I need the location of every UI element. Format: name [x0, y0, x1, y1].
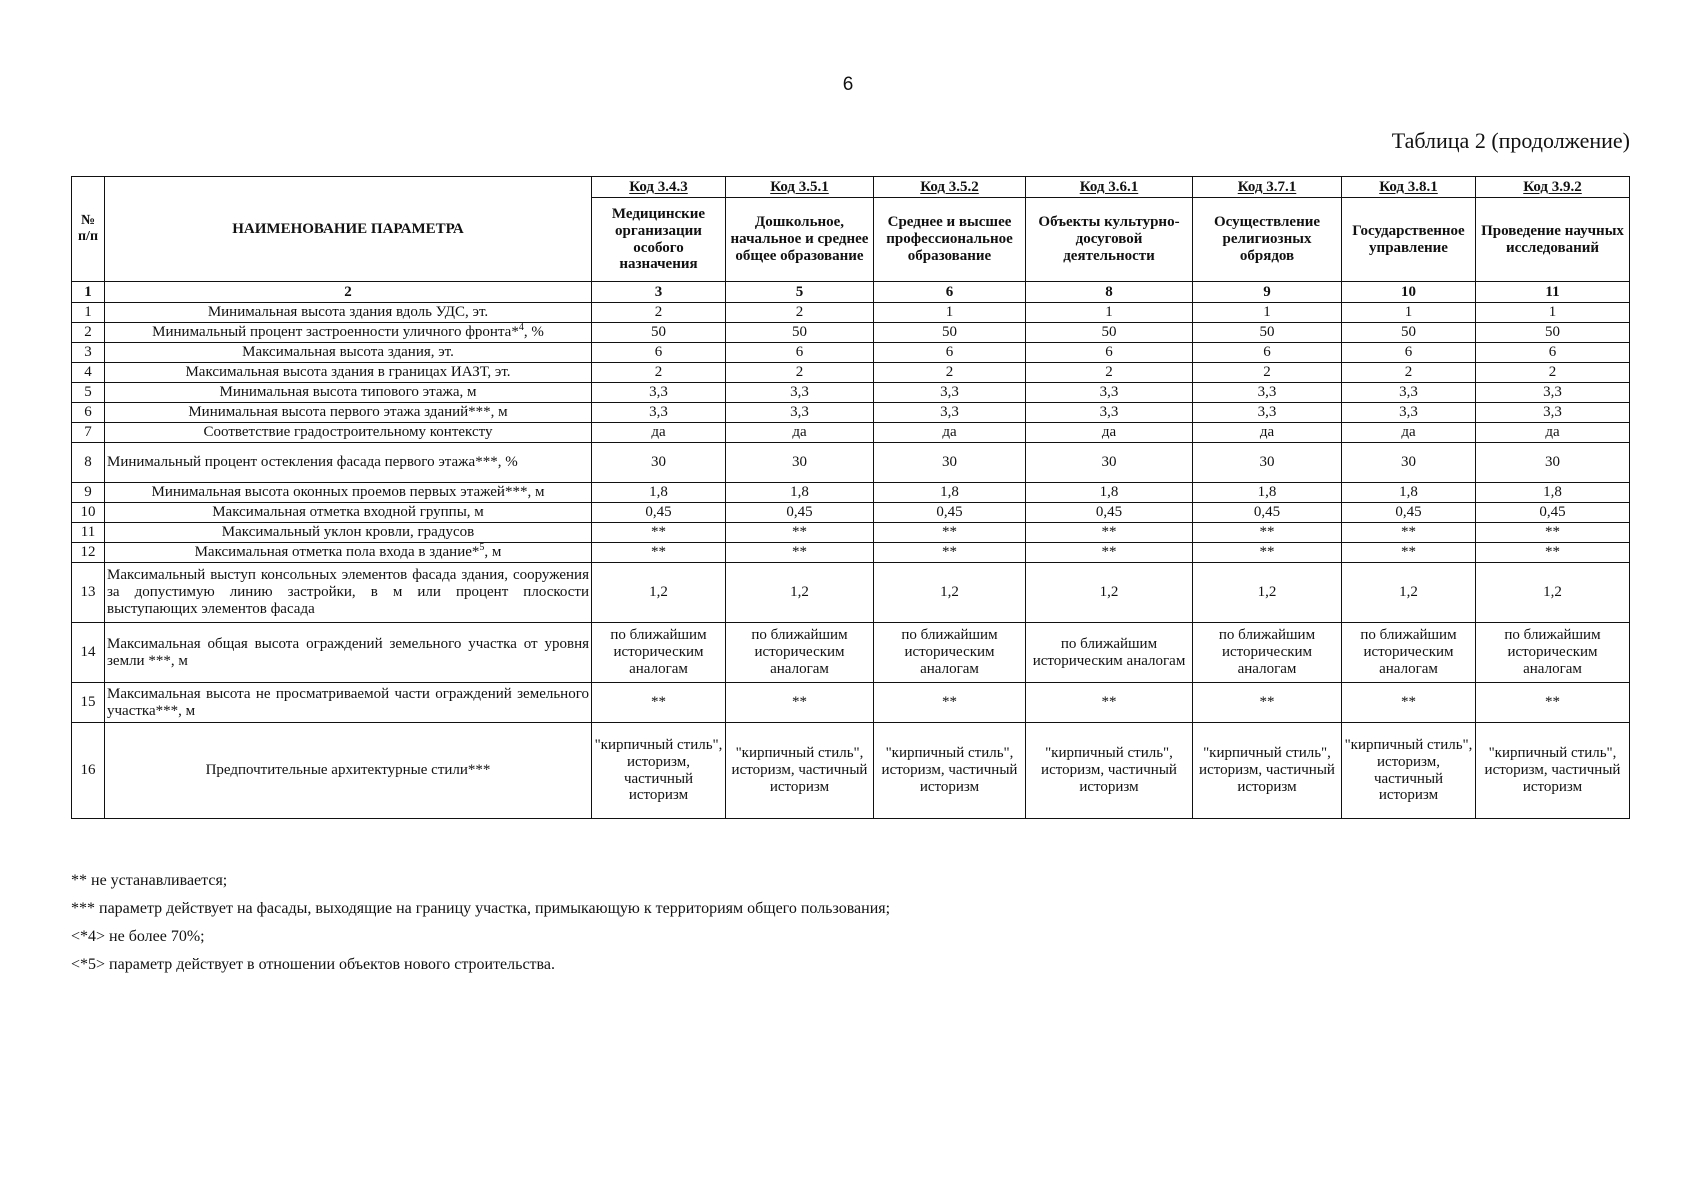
parameter-text: Минимальная высота здания вдоль УДС, эт.: [207, 304, 489, 321]
table-cell: 1,2: [592, 563, 726, 623]
parameter-name: [105, 343, 592, 363]
parameter-unit: , м: [484, 544, 502, 561]
column-number: 6: [874, 282, 1026, 303]
row-number: 10: [72, 503, 105, 523]
table-cell: **: [1026, 543, 1193, 563]
footnote: <*5> параметр действует в отношении объектов нового строительства.: [71, 956, 555, 973]
table-cell: 1,2: [1476, 563, 1630, 623]
column-code: Код 3.7.1: [1193, 177, 1342, 198]
column-number: 5: [726, 282, 874, 303]
row-number: 5: [72, 383, 105, 403]
row-number: 11: [72, 523, 105, 543]
table-cell: 0,45: [1026, 503, 1193, 523]
table-cell: 1: [1476, 303, 1630, 323]
table-cell: 50: [1476, 323, 1630, 343]
table-cell: 3,3: [592, 383, 726, 403]
parameter-name: [105, 403, 592, 423]
parameter-name: [105, 383, 592, 403]
column-number: 2: [105, 282, 592, 303]
table-cell: по ближайшим историческим аналогам: [874, 623, 1026, 683]
table-cell: по ближайшим историческим аналогам: [726, 623, 874, 683]
table-cell: 50: [1193, 323, 1342, 343]
table-cell: 1,8: [1476, 483, 1630, 503]
parameter-name: [105, 303, 592, 323]
row-number: 6: [72, 403, 105, 423]
parameter-name: [105, 363, 592, 383]
parameter-name: [105, 483, 592, 503]
table-cell: 3,3: [1342, 403, 1476, 423]
table-cell: 2: [1476, 363, 1630, 383]
row-number: 14: [72, 623, 105, 683]
table-cell: 6: [1193, 343, 1342, 363]
parameter-name: [105, 723, 592, 819]
table-cell: 0,45: [1193, 503, 1342, 523]
table-cell: **: [592, 543, 726, 563]
row-number: 12: [72, 543, 105, 563]
column-number: 3: [592, 282, 726, 303]
table-cell: 1,2: [1026, 563, 1193, 623]
table-row: [72, 423, 1630, 443]
parameter-text: Максимальная высота здания, эт.: [242, 344, 454, 361]
table-cell: 1,2: [874, 563, 1026, 623]
header-param: НАИМЕНОВАНИЕ ПАРАМЕТРА: [105, 177, 592, 282]
row-number: 16: [72, 723, 105, 819]
table-row: [72, 443, 1630, 483]
table-cell: "кирпичный стиль", историзм, частичный историзм: [726, 723, 874, 819]
table-cell: 2: [592, 363, 726, 383]
table-cell: **: [726, 543, 874, 563]
column-number: 1: [72, 282, 105, 303]
table-cell: 30: [592, 443, 726, 483]
table-cell: 30: [726, 443, 874, 483]
table-row: [72, 303, 1630, 323]
table-cell: **: [726, 683, 874, 723]
table-cell: 50: [592, 323, 726, 343]
row-number: 8: [72, 443, 105, 483]
parameter-name: [105, 563, 592, 623]
parameter-name: [105, 503, 592, 523]
footnote-ref: 5: [479, 542, 485, 554]
table-cell: 1: [874, 303, 1026, 323]
table-cell: **: [1026, 683, 1193, 723]
table-cell: **: [1476, 683, 1630, 723]
row-number: 15: [72, 683, 105, 723]
table-cell: 0,45: [726, 503, 874, 523]
table-row: [72, 563, 1630, 623]
table-cell: 1: [1026, 303, 1193, 323]
table-cell: 3,3: [1026, 403, 1193, 423]
table-cell: **: [1193, 543, 1342, 563]
table-cell: 1,8: [1342, 483, 1476, 503]
table-cell: **: [1476, 523, 1630, 543]
table-cell: 1,2: [1193, 563, 1342, 623]
table-row: [72, 483, 1630, 503]
table-cell: **: [592, 683, 726, 723]
table-cell: 3,3: [726, 383, 874, 403]
table-cell: 1,8: [874, 483, 1026, 503]
table-cell: "кирпичный стиль", историзм, частичный историзм: [1026, 723, 1193, 819]
parameter-text: Минимальная высота оконных проемов первых этажей***, м: [151, 484, 545, 501]
column-code: Код 3.8.1: [1342, 177, 1476, 198]
parameter-text: Минимальная высота типового этажа, м: [219, 384, 477, 401]
table-cell: **: [1342, 543, 1476, 563]
table-cell: 50: [1342, 323, 1476, 343]
table-cell: **: [1193, 683, 1342, 723]
table-cell: 3,3: [1026, 383, 1193, 403]
table-cell: 0,45: [874, 503, 1026, 523]
header-code-row: [72, 177, 1630, 198]
parameter-text: Минимальная высота первого этажа зданий***, м: [188, 404, 508, 421]
table-cell: 6: [726, 343, 874, 363]
table-cell: 3,3: [726, 403, 874, 423]
parameter-name: [105, 523, 592, 543]
table-cell: 30: [1193, 443, 1342, 483]
parameter-text: Максимальная отметка пола входа в здание*: [194, 544, 480, 561]
parameter-text: Максимальная отметка входной группы, м: [212, 504, 484, 521]
table-cell: 3,3: [874, 383, 1026, 403]
parameter-name: [105, 623, 592, 683]
table-cell: 2: [726, 303, 874, 323]
column-name: Государственное управление: [1342, 198, 1476, 282]
parameter-text: Минимальный процент застроенности уличного фронта*: [152, 324, 519, 341]
table-cell: 30: [1342, 443, 1476, 483]
parameters-table: [71, 176, 1630, 819]
column-name: Проведение научных исследований: [1476, 198, 1630, 282]
table-cell: по ближайшим историческим аналогам: [1193, 623, 1342, 683]
table-cell: "кирпичный стиль", историзм, частичный историзм: [592, 723, 726, 819]
table-cell: по ближайшим историческим аналогам: [1342, 623, 1476, 683]
table-cell: 1: [1342, 303, 1476, 323]
footnote: <*4> не более 70%;: [71, 928, 205, 945]
table-cell: **: [874, 543, 1026, 563]
parameter-text: Минимальный процент остекления фасада первого этажа***, %: [107, 454, 518, 471]
table-cell: 6: [874, 343, 1026, 363]
table-caption: Таблица 2 (продолжение): [1391, 128, 1630, 153]
table-cell: 6: [1342, 343, 1476, 363]
table-cell: 50: [726, 323, 874, 343]
table-cell: 6: [592, 343, 726, 363]
table-cell: 3,3: [1193, 403, 1342, 423]
table-cell: **: [874, 683, 1026, 723]
table-row: [72, 323, 1630, 343]
table-cell: "кирпичный стиль", историзм, частичный историзм: [1476, 723, 1630, 819]
table-cell: 0,45: [592, 503, 726, 523]
parameter-text: Максимальная общая высота ограждений земельного участка от уровня земли ***, м: [107, 635, 589, 669]
parameter-name: [105, 443, 592, 483]
table-cell: 30: [1026, 443, 1193, 483]
row-number: 13: [72, 563, 105, 623]
column-name: Среднее и высшее профессиональное образование: [874, 198, 1026, 282]
page-number: 6: [842, 74, 854, 95]
parameter-text: Предпочтительные архитектурные стили***: [205, 762, 491, 779]
parameter-name: [105, 323, 592, 343]
parameter-name: [105, 683, 592, 723]
column-name: Медицинские организации особого назначения: [592, 198, 726, 282]
table-cell: да: [592, 423, 726, 443]
table-cell: 1,2: [726, 563, 874, 623]
table-cell: **: [726, 523, 874, 543]
table-cell: 2: [1193, 363, 1342, 383]
table-cell: "кирпичный стиль", историзм, частичный историзм: [1342, 723, 1476, 819]
table-cell: 2: [1026, 363, 1193, 383]
table-cell: 1,8: [726, 483, 874, 503]
table-row: [72, 343, 1630, 363]
table-cell: **: [1342, 683, 1476, 723]
footnote: *** параметр действует на фасады, выходящие на границу участка, примыкающую к территориям общего пользования;: [71, 900, 891, 917]
table-cell: 1,8: [592, 483, 726, 503]
table-cell: 6: [1026, 343, 1193, 363]
column-name: Дошкольное, начальное и среднее общее образование: [726, 198, 874, 282]
footnotes: [71, 867, 890, 979]
row-number: 2: [72, 323, 105, 343]
table-row: [72, 723, 1630, 819]
table-cell: 0,45: [1342, 503, 1476, 523]
table-cell: да: [1026, 423, 1193, 443]
table-cell: 3,3: [1476, 403, 1630, 423]
table-cell: 30: [874, 443, 1026, 483]
parameter-unit: , %: [523, 324, 544, 341]
row-number: 9: [72, 483, 105, 503]
table-cell: 2: [874, 363, 1026, 383]
column-code: Код 3.9.2: [1476, 177, 1630, 198]
table-cell: да: [1476, 423, 1630, 443]
column-number-row: [72, 282, 1630, 303]
parameter-text: Соответствие градостроительному контексту: [203, 424, 493, 441]
table-cell: **: [874, 523, 1026, 543]
table-cell: 0,45: [1476, 503, 1630, 523]
parameter-text: Максимальный выступ консольных элементов фасада здания, сооружения за допустимую линию застройки, в м или процент плоскости выступающих элементов фасада: [107, 567, 589, 617]
table-row: [72, 383, 1630, 403]
table-cell: 1: [1193, 303, 1342, 323]
table-cell: по ближайшим историческим аналогам: [592, 623, 726, 683]
table-row: [72, 503, 1630, 523]
table-cell: по ближайшим историческим аналогам: [1476, 623, 1630, 683]
table-cell: "кирпичный стиль", историзм, частичный историзм: [874, 723, 1026, 819]
row-number: 1: [72, 303, 105, 323]
table-cell: 50: [874, 323, 1026, 343]
table-row: [72, 523, 1630, 543]
table-row: [72, 403, 1630, 423]
row-number: 7: [72, 423, 105, 443]
header-num: № п/п: [72, 177, 105, 282]
table-row: [72, 543, 1630, 563]
column-name: Осуществление религиозных обрядов: [1193, 198, 1342, 282]
parameter-name: [105, 423, 592, 443]
table-row: [72, 623, 1630, 683]
table-cell: 3,3: [592, 403, 726, 423]
footnote: ** не устанавливается;: [71, 872, 228, 889]
table-cell: 6: [1476, 343, 1630, 363]
parameter-name: [105, 543, 592, 563]
column-number: 10: [1342, 282, 1476, 303]
parameter-text: Максимальный уклон кровли, градусов: [221, 524, 475, 541]
parameter-text: Максимальная высота здания в границах ИАЗТ, эт.: [185, 364, 511, 381]
table-cell: да: [874, 423, 1026, 443]
column-code: Код 3.5.2: [874, 177, 1026, 198]
column-code: Код 3.4.3: [592, 177, 726, 198]
footnote-ref: 4: [518, 322, 524, 334]
table-cell: 1,2: [1342, 563, 1476, 623]
table-cell: 2: [592, 303, 726, 323]
table-cell: **: [592, 523, 726, 543]
table-cell: 50: [1026, 323, 1193, 343]
table-cell: 1,8: [1026, 483, 1193, 503]
table-cell: 3,3: [1476, 383, 1630, 403]
table-cell: 2: [726, 363, 874, 383]
table-cell: 3,3: [1193, 383, 1342, 403]
column-number: 9: [1193, 282, 1342, 303]
table-cell: **: [1342, 523, 1476, 543]
column-code: Код 3.6.1: [1026, 177, 1193, 198]
table-cell: **: [1193, 523, 1342, 543]
table-cell: по ближайшим историческим аналогам: [1026, 623, 1193, 683]
table-cell: 3,3: [874, 403, 1026, 423]
table-cell: **: [1476, 543, 1630, 563]
table-cell: да: [726, 423, 874, 443]
table-cell: "кирпичный стиль", историзм, частичный историзм: [1193, 723, 1342, 819]
table-cell: 30: [1476, 443, 1630, 483]
table-cell: 3,3: [1342, 383, 1476, 403]
table-cell: да: [1193, 423, 1342, 443]
parameter-text: Максимальная высота не просматриваемой части ограждений земельного участка***, м: [107, 685, 589, 719]
table-cell: **: [1026, 523, 1193, 543]
column-code: Код 3.5.1: [726, 177, 874, 198]
table-row: [72, 683, 1630, 723]
row-number: 3: [72, 343, 105, 363]
row-number: 4: [72, 363, 105, 383]
column-name: Объекты культурно-досуговой деятельности: [1026, 198, 1193, 282]
table-row: [72, 363, 1630, 383]
table-cell: да: [1342, 423, 1476, 443]
column-number: 8: [1026, 282, 1193, 303]
table-body: [72, 303, 1630, 819]
column-number: 11: [1476, 282, 1630, 303]
table-cell: 2: [1342, 363, 1476, 383]
table-cell: 1,8: [1193, 483, 1342, 503]
